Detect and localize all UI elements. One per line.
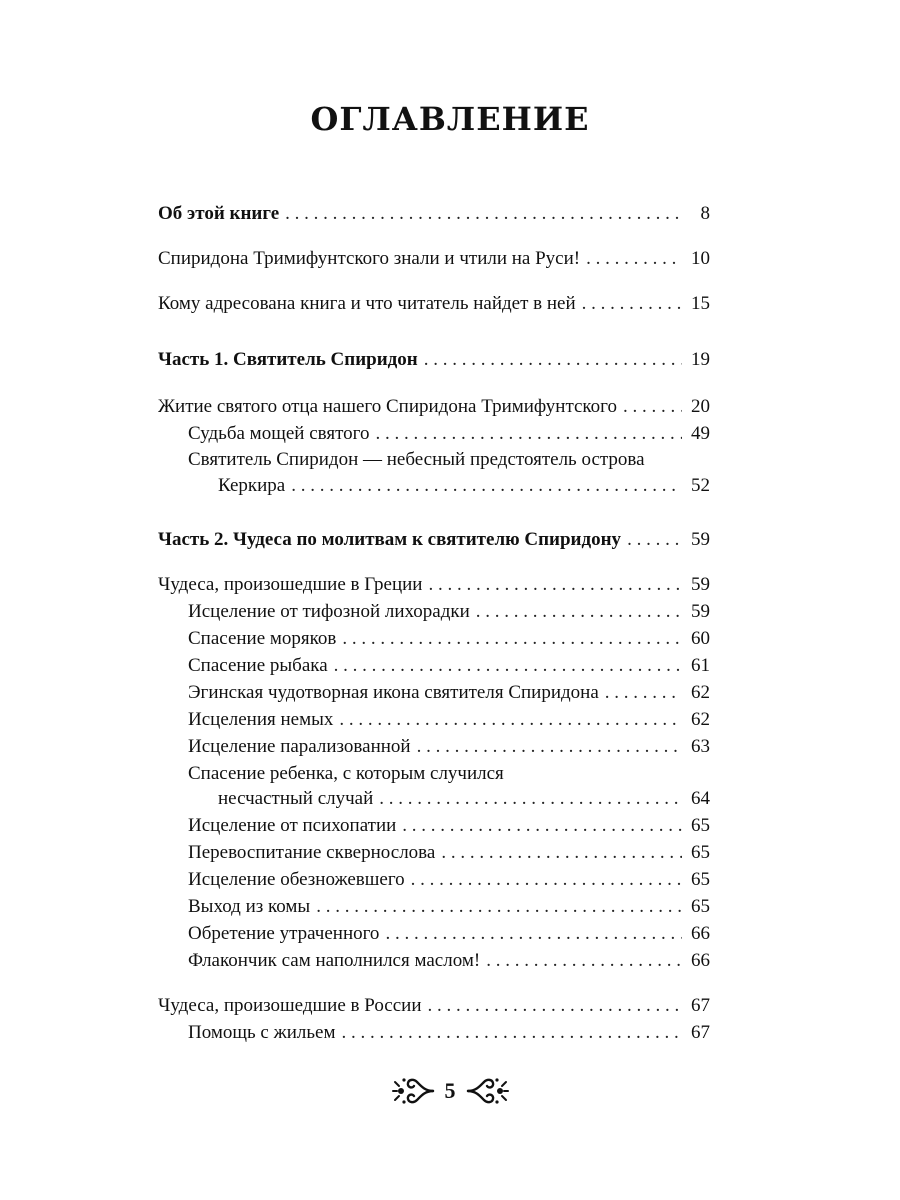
toc-entry[interactable] <box>158 247 710 271</box>
toc-part-heading[interactable] <box>158 348 710 372</box>
leader-dots <box>586 247 682 271</box>
toc-subentry[interactable] <box>218 787 710 811</box>
toc-entry-title: Исцеление от психопатии <box>188 815 397 836</box>
leader-dots <box>623 395 682 419</box>
floral-ornament-right-icon <box>466 1074 510 1108</box>
toc-subentry[interactable] <box>188 1021 710 1045</box>
page-title: ОГЛАВЛЕНИЕ <box>310 100 590 138</box>
toc-subentry[interactable] <box>188 681 710 705</box>
toc-subentry[interactable] <box>188 627 710 651</box>
toc-subentry[interactable] <box>188 708 710 732</box>
toc-entry-title: Перевоспитание сквернослова <box>188 842 436 863</box>
toc-entry-page: 62 <box>691 682 710 703</box>
toc-subentry[interactable] <box>218 474 710 498</box>
toc-subentry[interactable] <box>188 735 710 759</box>
toc-entry-title: Эгинская чудотворная икона святителя Спиридона <box>188 682 599 703</box>
toc-entry[interactable] <box>158 573 710 597</box>
toc-entry-title: Флакончик сам наполнился маслом! <box>188 950 481 971</box>
leader-dots <box>342 1021 682 1045</box>
toc-entry-page: 10 <box>691 248 710 269</box>
toc-entry-page: 61 <box>691 655 710 676</box>
toc-entry-page: 63 <box>691 736 710 757</box>
leader-dots <box>441 841 682 865</box>
leader-dots <box>428 994 682 1018</box>
leader-dots <box>385 922 682 946</box>
toc-entry-title: Спиридона Тримифунтского знали и чтили на Руси! <box>158 248 581 269</box>
toc-entry[interactable] <box>158 994 710 1018</box>
leader-dots <box>411 868 682 892</box>
leader-dots <box>428 573 682 597</box>
toc-entry-title: Житие святого отца нашего Спиридона Тримифунтского <box>158 396 617 417</box>
toc-subentry-title-line1[interactable]: Святитель Спиридон — небесный предстоятель острова <box>188 449 645 470</box>
leader-dots <box>417 735 682 759</box>
toc-entry-title: Часть 2. Чудеса по молитвам к святителю Спиридону <box>158 529 622 550</box>
toc-entry-page: 67 <box>691 1022 710 1043</box>
toc-entry-title: Спасение моряков <box>188 628 337 649</box>
toc-entry-page: 65 <box>691 815 710 836</box>
toc-entry-title: Исцеление парализованной <box>188 736 411 757</box>
toc-subentry[interactable] <box>188 868 710 892</box>
toc-subentry[interactable] <box>188 841 710 865</box>
toc-entry[interactable] <box>158 292 710 316</box>
toc-entry-title: Об этой книге <box>158 203 280 224</box>
toc-subentry[interactable] <box>188 600 710 624</box>
toc-entry-page: 15 <box>691 293 710 314</box>
leader-dots <box>424 348 682 372</box>
toc-entry-title-line2: несчастный случай <box>218 788 374 809</box>
toc-entry-page: 65 <box>691 842 710 863</box>
leader-dots <box>582 292 682 316</box>
toc-subentry[interactable] <box>188 949 710 973</box>
leader-dots <box>476 600 682 624</box>
leader-dots <box>605 681 682 705</box>
leader-dots <box>486 949 682 973</box>
toc-entry-page: 8 <box>700 203 710 224</box>
toc-entry-page: 59 <box>691 574 710 595</box>
leader-dots <box>291 474 682 498</box>
leader-dots <box>627 528 682 552</box>
leader-dots <box>334 654 682 678</box>
toc-entry-page: 52 <box>691 475 710 496</box>
leader-dots <box>402 814 682 838</box>
toc-entry-page: 20 <box>691 396 710 417</box>
page-number: 5 <box>444 1078 456 1103</box>
leader-dots <box>342 627 682 651</box>
toc-entry-page: 62 <box>691 709 710 730</box>
toc-entry-title: Чудеса, произошедшие в Греции <box>158 574 423 595</box>
toc-entry-title: Исцеление от тифозной лихорадки <box>188 601 470 622</box>
page-footer <box>0 1074 900 1108</box>
toc-entry[interactable] <box>158 202 710 226</box>
floral-ornament-left-icon <box>391 1074 435 1108</box>
toc-entry-title: Спасение рыбака <box>188 655 328 676</box>
leader-dots <box>339 708 682 732</box>
toc-entry-page: 66 <box>691 923 710 944</box>
toc-entry-title-line2: Керкира <box>218 475 286 496</box>
toc-entry[interactable] <box>158 395 710 419</box>
leader-dots <box>285 202 682 226</box>
toc-entry-page: 67 <box>691 995 710 1016</box>
toc-subentry[interactable] <box>188 814 710 838</box>
toc-entry-page: 65 <box>691 896 710 917</box>
leader-dots <box>379 787 682 811</box>
toc-entry-page: 66 <box>691 950 710 971</box>
toc-part-heading[interactable] <box>158 528 710 552</box>
toc-entry-title: Судьба мощей святого <box>188 423 370 444</box>
toc-subentry[interactable] <box>188 922 710 946</box>
toc-entry-title: Обретение утраченного <box>188 923 380 944</box>
toc-entry-title: Выход из комы <box>188 896 311 917</box>
toc-entry-page: 59 <box>691 601 710 622</box>
toc-entry-title: Чудеса, произошедшие в России <box>158 995 422 1016</box>
toc-entry-page: 65 <box>691 869 710 890</box>
toc-subentry-title-line1[interactable]: Спасение ребенка, с которым случился <box>188 763 504 784</box>
toc-subentry[interactable] <box>188 654 710 678</box>
toc-entry-page: 49 <box>691 423 710 444</box>
toc-entry-page: 59 <box>691 529 710 550</box>
toc-subentry[interactable] <box>188 422 710 446</box>
toc-entry-title: Исцеление обезножевшего <box>188 869 405 890</box>
leader-dots <box>316 895 682 919</box>
toc-entry-page: 19 <box>691 349 710 370</box>
toc-entry-title: Исцеления немых <box>188 709 334 730</box>
toc-entry-title: Часть 1. Святитель Спиридон <box>158 349 418 370</box>
toc-entry-title: Кому адресована книга и что читатель найдет в ней <box>158 293 576 314</box>
toc-entry-title: Помощь с жильем <box>188 1022 336 1043</box>
toc-entry-page: 64 <box>691 788 710 809</box>
toc-entry-page: 60 <box>691 628 710 649</box>
leader-dots <box>375 422 682 446</box>
toc-subentry[interactable] <box>188 895 710 919</box>
